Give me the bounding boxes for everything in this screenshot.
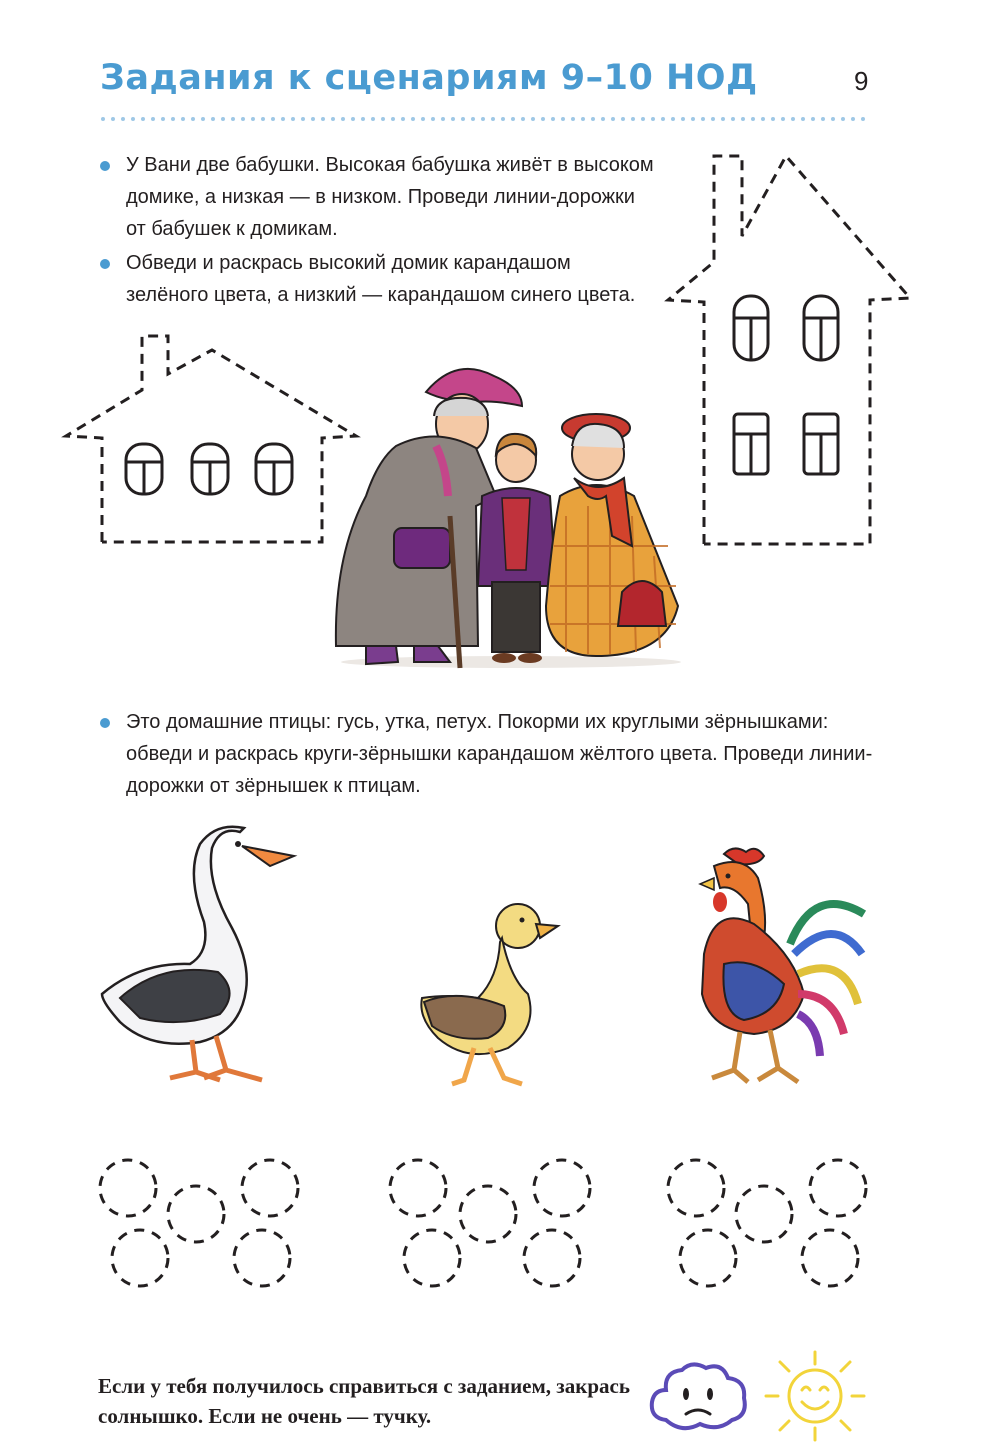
grain-circles[interactable]: [96, 1156, 876, 1296]
grain-group-goose: [100, 1160, 298, 1286]
short-house-outline[interactable]: [60, 332, 360, 552]
bullet-icon: [100, 718, 110, 728]
grain-group-duck: [390, 1160, 590, 1286]
cloud-face-icon[interactable]: [648, 1356, 748, 1436]
task-1: [96, 149, 656, 245]
boy: [478, 434, 556, 663]
tall-house-outline[interactable]: [664, 152, 916, 552]
task-1-text: У Вани две бабушки. Высокая бабушка живёт в высоком домике, а низкая — в низком. Проведи линии-дорожки от бабушек к домикам.: [126, 154, 654, 240]
bullet-icon: [100, 259, 110, 269]
short-grandmother: [546, 414, 678, 656]
sun-face-icon[interactable]: [762, 1348, 868, 1444]
footer-text: Если у тебя получилось справиться с заданием, закрась солнышко. Если не очень — тучку.: [98, 1374, 630, 1428]
goose: [100, 822, 300, 1086]
page-number: 9: [854, 66, 869, 96]
duck: [418, 898, 560, 1088]
dotted-divider: [100, 116, 872, 122]
task-3: [96, 706, 876, 802]
boy-with-grandmothers: [326, 356, 696, 672]
rooster: [694, 844, 866, 1088]
bullet-icon: [100, 161, 110, 171]
grain-group-rooster: [668, 1160, 866, 1286]
task-2-text: Обведи и раскрась высокий домик карандашом зелёного цвета, а низкий — карандашом синего цвета.: [126, 252, 636, 306]
task-2: [96, 247, 656, 311]
page-title: Задания к сценариям 9–10 НОД: [100, 58, 758, 98]
task-3-text: Это домашние птицы: гусь, утка, петух. Покорми их круглыми зёрнышками: обведи и раскрась круги-зёрнышки карандашом жёлтого цвета. Проведи линии-дорожки от зёрнышек к птицам.: [126, 711, 873, 797]
